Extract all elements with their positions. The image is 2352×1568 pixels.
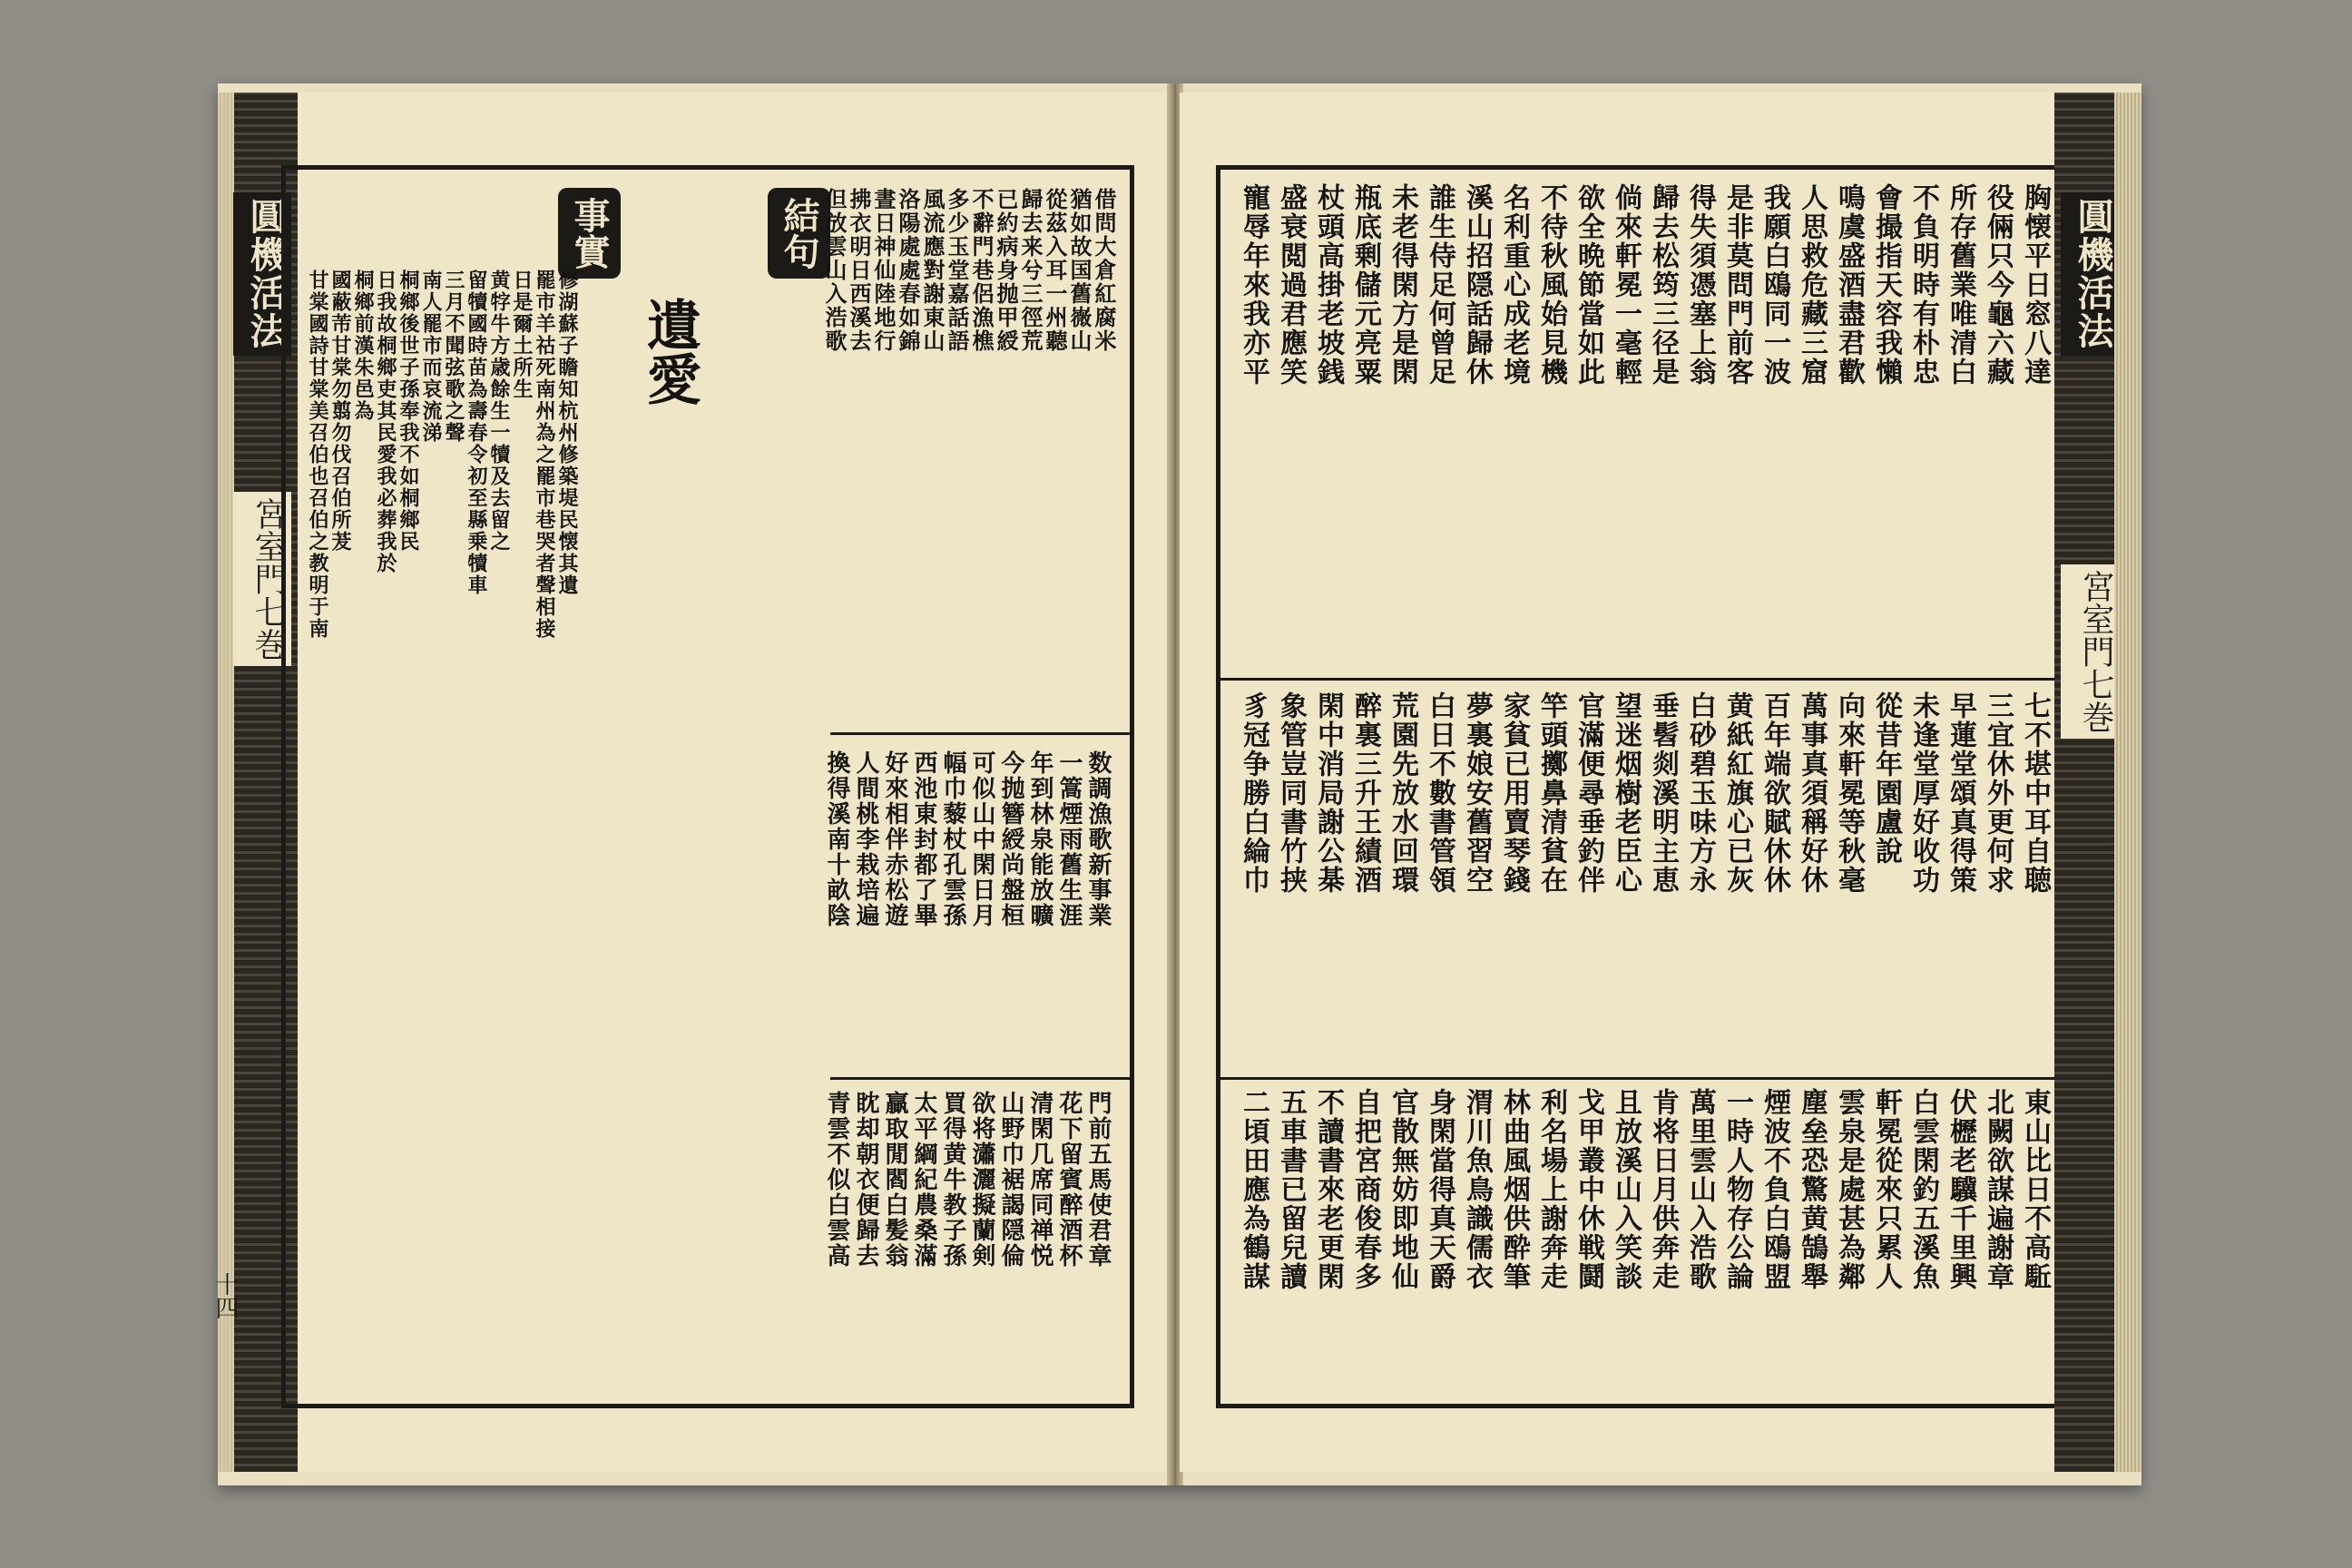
text-column: 七不堪中耳自聴: [2019, 691, 2051, 895]
text-column: 清閑几席同禅悦: [1026, 1091, 1054, 1269]
page-edges-right: [2114, 93, 2141, 1472]
text-column: 不辭門巷侶漁樵: [968, 188, 995, 353]
text-column: 得失須憑塞上翁: [1684, 183, 1716, 387]
text-column: 留犢國時苗為壽春令初至縣乗犢車: [465, 270, 488, 596]
open-book: [211, 83, 2141, 1485]
text-column: 利名場上謝奔走: [1535, 1088, 1567, 1291]
text-column: 荒園先放水回環: [1387, 691, 1418, 895]
text-column: 未老得閑方是閑: [1387, 183, 1418, 387]
text-column: 渭川魚鳥識儒衣: [1461, 1088, 1493, 1291]
text-column: 象管豈同書竹挟: [1275, 691, 1307, 895]
text-column: 換得溪南十畝陰: [823, 750, 850, 928]
text-column: 杖頭高掛老坡銭: [1312, 183, 1344, 387]
right-page: [1180, 93, 2114, 1472]
text-column: 幅巾藜杖孔雲孫: [939, 750, 966, 928]
text-column: 國蔽芾甘棠勿翦勿伐召伯所茇: [328, 270, 352, 553]
section-title: 宮室門七巻: [2061, 564, 2119, 739]
text-column: 官散無妨即地仙: [1387, 1088, 1418, 1291]
left-page: [211, 93, 1171, 1472]
book-title: 圓機活法: [233, 192, 291, 356]
text-column: 拂衣明日西溪去: [846, 188, 872, 353]
text-column: 不負明時有朴忠: [1907, 183, 1939, 387]
text-column: 山野巾裾謁隠倫: [997, 1091, 1024, 1269]
text-column: 官滿便尋垂釣伴: [1573, 691, 1604, 895]
text-column: 修湖蘇子瞻知杭州修築堤民懐其遺: [555, 270, 579, 596]
text-column: 風流應對謝東山: [919, 188, 946, 353]
text-column: 年到林泉能放曠: [1026, 750, 1054, 928]
text-column: 借問大倉紅腐米: [1091, 188, 1117, 353]
text-column: 我願白鴎同一波: [1759, 183, 1790, 387]
divider-rule: [1220, 1077, 2064, 1080]
text-column: 可似山中閑日月: [968, 750, 995, 928]
text-column: 二頃田應為鶴謀: [1238, 1088, 1269, 1291]
text-column: 南人罷市而哀流涕: [419, 270, 443, 444]
text-column: 眈却朝衣便歸去: [852, 1091, 879, 1269]
text-column: 寵辱年來我亦平: [1238, 183, 1269, 387]
text-column: 人間桃李栽培遍: [852, 750, 879, 928]
section-badge-shishi: 事實: [558, 188, 621, 279]
text-column: 欲将瀟灑擬蘭剣: [968, 1091, 995, 1269]
text-column: 盛衰閲過君應笑: [1275, 183, 1307, 387]
text-column: 夢裏娘安舊習空: [1461, 691, 1493, 895]
text-frame-right: [1216, 165, 2069, 1408]
text-column: 白砂碧玉味方永: [1684, 691, 1716, 895]
text-column: 向來軒冕等秋毫: [1833, 691, 1865, 895]
text-column: 百年端欲賦休休: [1759, 691, 1790, 895]
text-column: 醉裏三升王績酒: [1349, 691, 1381, 895]
text-column: 桐鄉前漢朱邑為: [351, 270, 375, 422]
text-column: 且放溪山入笑談: [1610, 1088, 1642, 1291]
text-column: 軒冕從來只累人: [1870, 1088, 1902, 1291]
text-column: 洛陽處處春如錦: [895, 188, 921, 353]
text-column: 黄紙紅旗心已灰: [1721, 691, 1753, 895]
text-column: 罷市羊祜死南州為之罷市巷哭者聲相接: [533, 270, 556, 640]
text-column: 誰生侍足何曾足: [1424, 183, 1455, 387]
text-column: 伏櫪老驥千里興: [1945, 1088, 1976, 1291]
text-column: 林曲風烟供酔筆: [1498, 1088, 1530, 1291]
topic-heading: 遺愛: [638, 297, 701, 406]
text-column: 豸冠争勝白綸巾: [1238, 691, 1269, 895]
text-column: 會撮指天容我懶: [1870, 183, 1902, 387]
text-column: 已約病身抛甲綬: [993, 188, 1019, 353]
text-column: 垂髫剡溪明主恵: [1647, 691, 1679, 895]
text-column: 晝日神仙陸地行: [870, 188, 897, 353]
text-column: 是非莫問門前客: [1721, 183, 1753, 387]
text-column: 倘來軒冕一毫輕: [1610, 183, 1642, 387]
text-column: 鳴虞盛酒盡君歡: [1833, 183, 1865, 387]
text-column: 数調漁歌新事業: [1084, 750, 1112, 928]
text-column: 從茲入耳一州聽: [1042, 188, 1068, 353]
text-column: 雲泉是處甚為鄰: [1833, 1088, 1865, 1291]
section-badge-jiju: 結句: [768, 188, 830, 279]
text-column: 一篙煙雨舊生涯: [1055, 750, 1083, 928]
text-column: 東山比日不高駈: [2019, 1088, 2051, 1291]
text-column: 桐鄉後世子孫奉我不如桐鄉民: [397, 270, 420, 553]
text-column: 五車書已留兒讀: [1275, 1088, 1307, 1291]
text-column: 白雲閑釣五溪魚: [1907, 1088, 1939, 1291]
section-title: 宮室門七巻: [233, 492, 291, 666]
page-number: 十四: [211, 1272, 239, 1319]
text-column: 好來相伴赤松遊: [881, 750, 908, 928]
text-column: 胸懐平日窓八達: [2019, 183, 2051, 387]
text-column: 猶如故国舊嶶山: [1066, 188, 1093, 353]
text-column: 欲全晩節當如此: [1573, 183, 1604, 387]
text-column: 西池東封都了畢: [910, 750, 937, 928]
text-column: 溪山招隠話歸休: [1461, 183, 1493, 387]
text-column: 買得黄牛教子孫: [939, 1091, 966, 1269]
text-column: 今抛簪綬尚盤桓: [997, 750, 1024, 928]
text-column: 三宜休外更何求: [1982, 691, 2014, 895]
text-column: 自把宮商俊春多: [1349, 1088, 1381, 1291]
text-column: 煙波不負白鴎盟: [1759, 1088, 1790, 1291]
margin-band-right: [2054, 93, 2118, 1472]
book-title: 圓機活法: [2061, 192, 2119, 356]
text-column: 三月不聞弦歌之聲: [442, 270, 466, 444]
text-column: 一時人物存公論: [1721, 1088, 1753, 1291]
divider-rule: [830, 1077, 1130, 1080]
text-column: 早蓮堂頌真得策: [1945, 691, 1976, 895]
text-column: 萬里雲山入浩歌: [1684, 1088, 1716, 1291]
text-column: 黄牸牛方歳餘生一犢及去留之: [487, 270, 511, 553]
text-column: 太平綱紀農桑滿: [910, 1091, 937, 1269]
text-column: 北闕欲謀遍謝章: [1982, 1088, 2014, 1291]
text-column: 但放雲山入浩歌: [821, 188, 848, 353]
text-column: 萬事真須稱好休: [1796, 691, 1828, 895]
text-column: 塵垒恐驚黄鵠舉: [1796, 1088, 1828, 1291]
text-column: 日我故桐鄉吏其民愛我必葬我於: [374, 270, 397, 574]
text-column: 歸去松筠三径是: [1647, 183, 1679, 387]
text-column: 從昔年園盧說: [1870, 691, 1902, 866]
text-column: 贏取閒閻白髪翁: [881, 1091, 908, 1269]
text-column: 不待秋風始見機: [1535, 183, 1567, 387]
text-column: 不讀書來老更閑: [1312, 1088, 1344, 1291]
text-column: 家貧已用賣琴錢: [1498, 691, 1530, 895]
text-column: 人思救危藏三窟: [1796, 183, 1828, 387]
text-column: 青雲不似白雲高: [823, 1091, 850, 1269]
text-column: 竿頭擲鼻清貧在: [1535, 691, 1567, 895]
text-column: 瓶底剰儲元亮粟: [1349, 183, 1381, 387]
text-column: 身閑當得真天爵: [1424, 1088, 1455, 1291]
text-column: 日是爾土所生: [510, 270, 534, 400]
text-column: 甘棠國詩甘棠美召伯也召伯之教明于南: [306, 270, 329, 640]
text-column: 閑中消局謝公棊: [1312, 691, 1344, 895]
text-column: 未逢堂厚好收功: [1907, 691, 1939, 895]
text-column: 役倆只今龜六藏: [1982, 183, 2014, 387]
text-column: 門前五馬使君章: [1084, 1091, 1112, 1269]
divider-rule: [1220, 678, 2064, 681]
text-column: 所存舊業唯清白: [1945, 183, 1976, 387]
text-column: 望迷烟樹老臣心: [1610, 691, 1642, 895]
text-column: 花下留賓醉酒杯: [1055, 1091, 1083, 1269]
divider-rule: [830, 732, 1130, 735]
text-column: 戈甲叢中休戦鬪: [1573, 1088, 1604, 1291]
text-column: 白日不數書管領: [1424, 691, 1455, 895]
text-column: 歸去来兮三徑荒: [1017, 188, 1044, 353]
text-column: 肯将日月供奔走: [1647, 1088, 1679, 1291]
text-column: 名利重心成老境: [1498, 183, 1530, 387]
text-frame-left: [281, 165, 1134, 1408]
text-column: 多少玉堂嘉話語: [944, 188, 970, 353]
